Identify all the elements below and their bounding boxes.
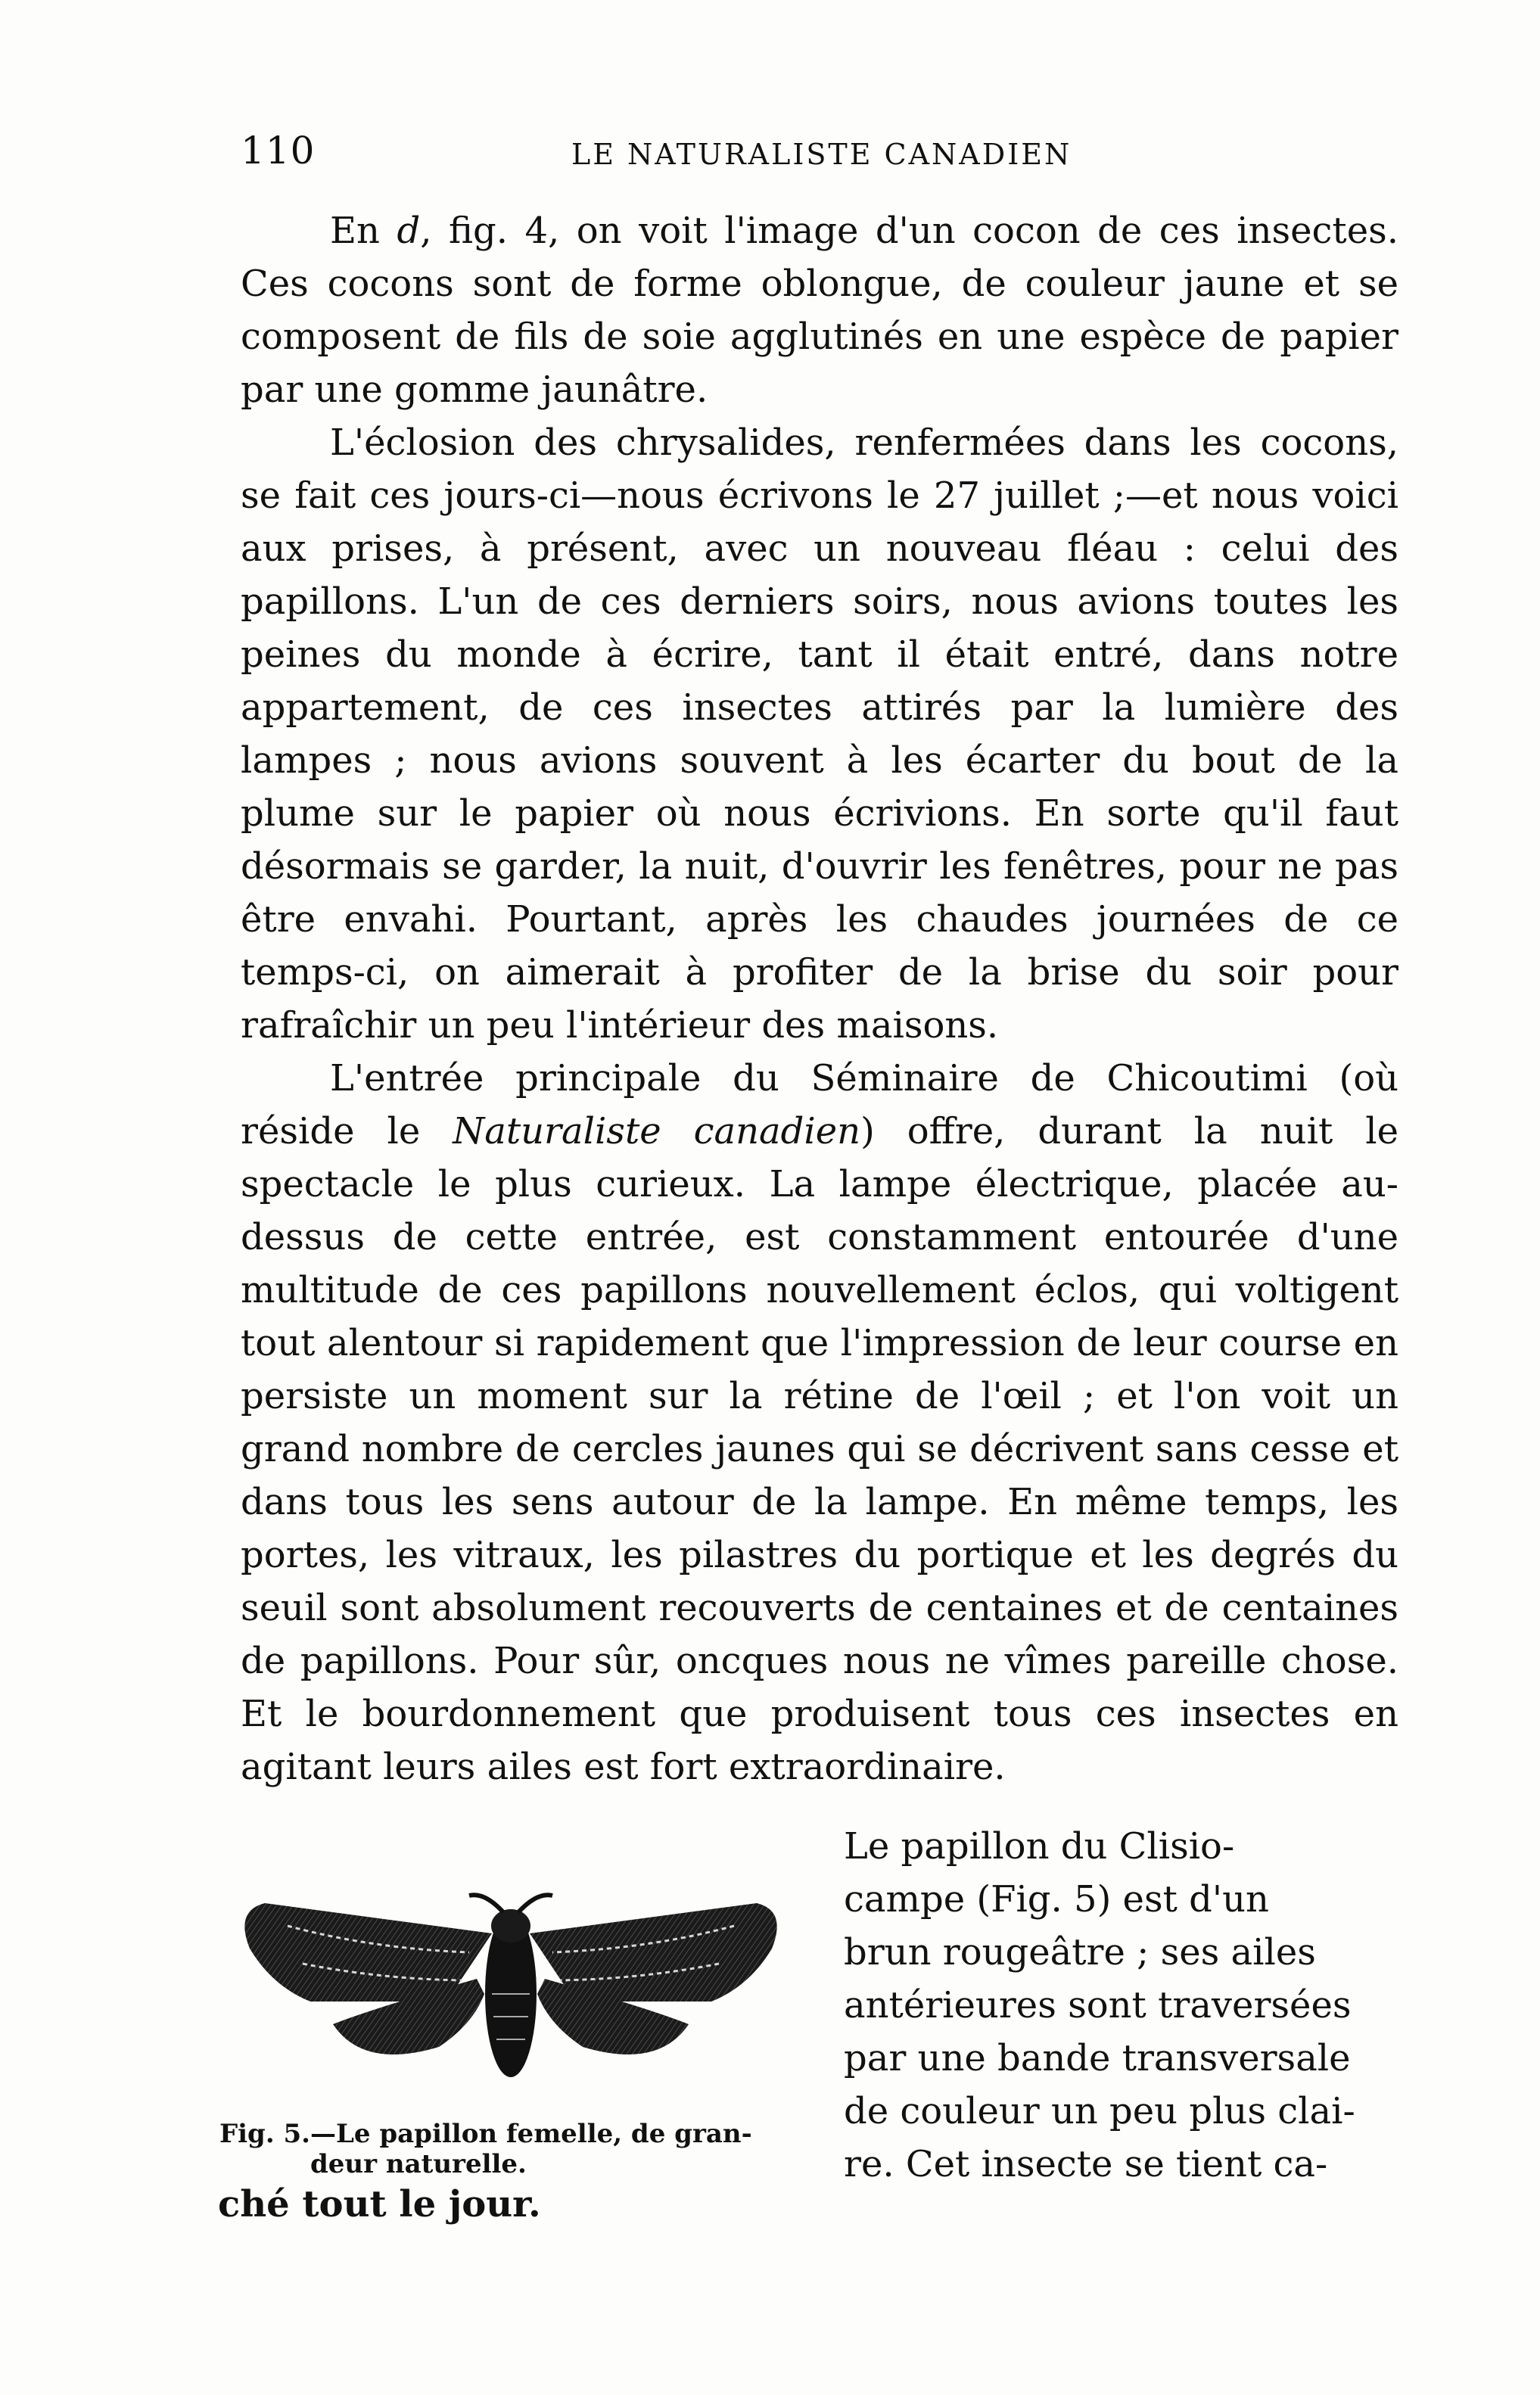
moth-illustration-icon [219, 1820, 802, 2115]
side-line: par une bande transversale [844, 2037, 1351, 2079]
side-text [844, 1820, 1398, 2191]
caption-line-2: deur naturelle. [310, 2149, 527, 2179]
running-head: LE NATURALISTE CANADIEN [571, 138, 1072, 171]
side-line: re. Cet insecte se tient ca- [844, 2143, 1328, 2185]
figure-area [219, 1820, 1398, 2244]
side-line: de couleur un peu plus clai- [844, 2090, 1355, 2132]
side-line: antérieures sont traversées [844, 1984, 1352, 2026]
page-header [241, 129, 1398, 189]
side-line: Le papillon du Clisio- [844, 1825, 1235, 1868]
continuation-text: ché tout le jour. [218, 2183, 541, 2225]
paragraph-cocons: En d, fig. 4, on voit l'image d'un cocon de ces insectes. Ces cocons sont de forme oblongue, de couleur jaune et se composent de fils de soie agglutinés en une espèce de papier par une gomme jaunâtre. [241, 210, 1398, 411]
side-line: brun rougeâtre ; ses ailes [844, 1931, 1316, 1974]
paragraph-eclosion: L'éclosion des chrysalides, renfermées dans les cocons, se fait ces jours-ci—nous écrivons le 27 juillet ;—et nous voici aux prises, à présent, avec un nouveau fléau : celui des papillons. L'un de ces derniers soirs, nous avions toutes les peines du monde à écrire, tant il était entré, dans notre appartement, de ces insectes attirés par la lumière des lampes ; nous avions souvent à les écarter du bout de la plume sur le papier où nous écrivions. En sorte qu'il faut désormais se garder, la nuit, d'ouvrir les fenêtres, pour ne pas être envahi. Pourtant, après les chaudes journées de ce temps-ci, on aimerait à profiter de la brise du soir pour rafraîchir un peu l'intérieur des maisons. [241, 421, 1398, 1047]
side-line: campe (Fig. 5) est d'un [844, 1878, 1269, 1921]
paragraph-seminaire: L'entrée principale du Séminaire de Chicoutimi (où réside le Naturaliste canadien) offre, durant la nuit le spectacle le plus curieux. La lampe électrique, placée au-dessus de cette entrée, est constamment entourée d'une multitude de ces papillons nouvellement éclos, qui voltigent tout alentour si rapidement que l'impression de leur course en persiste un moment sur la rétine de l'œil ; et l'on voit un grand nombre de cercles jaunes qui se décrivent sans cesse et dans tous les sens autour de la lampe. En même temps, les portes, les vitraux, les pilastres du portique et les degrés du seuil sont absolument recouverts de centaines et de centaines de papillons. Pour sûr, oncques nous ne vîmes pareille chose. Et le bourdonnement que produisent tous ces insectes en agitant leurs ailes est fort extraordinaire. [241, 1057, 1398, 1788]
figure-caption [219, 2119, 802, 2179]
page-number: 110 [241, 129, 316, 173]
body-text [241, 204, 1398, 1793]
caption-line-1: Fig. 5.—Le papillon femelle, de gran- [219, 2119, 752, 2149]
